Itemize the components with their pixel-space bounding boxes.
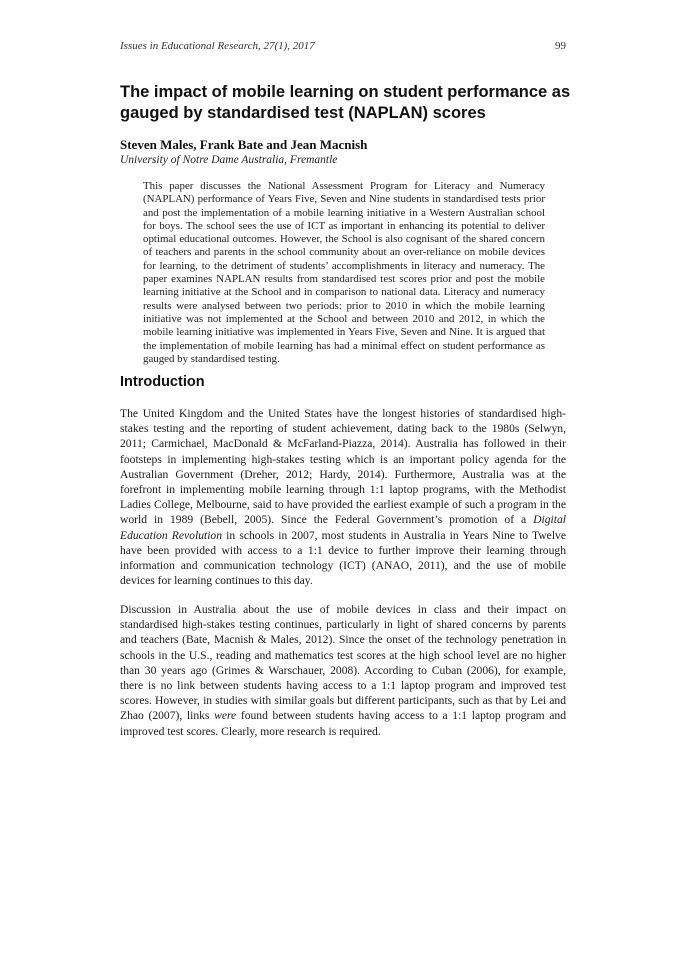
article-title: The impact of mobile learning on student performance as gauged by standardised test (NAPLAN) scores [120,83,571,122]
introduction-paragraph-2 [120,602,566,739]
paragraph-text: The United Kingdom and the United States have the longest histories of standardised high-stakes testing and the reporting of student achievement, dating back to the 1980s (Selwyn, 2011; Carmichael, MacDonald & McFarland-Piazza, 2014). Australia has followed in their footsteps in implementing high-stakes testing which is an important policy agenda for the Australian Government (Dreher, 2012; Hardy, 2014). Furthermore, Australia was at the forefront in implementing mobile learning through 1:1 laptop programs, with the Methodist Ladies College, Melbourne, said to have provided the earliest example of such a program in the world in 1989 (Bebell, 2005). Since the Federal Government’s promotion of a [120,407,566,527]
paragraph-text: in schools in 2007, most students in Australia in Years Nine to Twelve have been provided with access to a 1:1 device to further improve their learning through information and communication technology (ICT) (ANAO, 2011), and the use of mobile devices for learning continues to this day. [120,528,566,588]
emphasized-term: Digital Education Revolution [120,513,566,542]
page-number: 99 [555,40,566,52]
introduction-paragraph-1 [120,406,566,588]
author-affiliation: University of Notre Dame Australia, Fremantle [120,154,338,166]
section-heading-introduction: Introduction [120,374,205,390]
author-list: Steven Males, Frank Bate and Jean Macnish [120,137,368,152]
emphasized-term: were [214,709,237,723]
running-head [120,40,566,52]
abstract-text: This paper discusses the National Assessment Program for Literacy and Numeracy (NAPLAN) performance of Years Five, Seven and Nine students in standardised tests prior and post the implementation of a mobile learning initiative in a Western Australian school for boys. The school sees the use of ICT as important in enhancing its potential to deliver optimal educational outcomes. However, the School is also cognisant of the shared concern of teachers and parents in the school community about an over-reliance on mobile devices for learning, to the detriment of students’ accomplishments in literacy and numeracy. The paper examines NAPLAN results from standardised test scores prior and post the mobile learning initiative at the School and in comparison to national data. Literacy and numeracy results were analysed between two periods: prior to 2010 in which the mobile learning initiative was not implemented at the School and between 2010 and 2012, in which the mobile learning initiative was implemented in Years Five, Seven and Nine. It is argued that the implementation of mobile learning has had a minimal effect on student performance as gauged by standardised testing. [143,180,545,365]
paragraph-text: found between students having access to a 1:1 laptop program and improved test scores. Clearly, more research is required. [120,709,566,738]
paragraph-text: Discussion in Australia about the use of mobile devices in class and their impact on standardised high-stakes testing continues, particularly in light of shared concerns by parents and teachers (Bate, Macnish & Males, 2012). Since the onset of the technology penetration in schools in the U.S., reading and mathematics test scores at the high school level are no higher than 30 years ago (Grimes & Warschauer, 2008). According to Cuban (2006), for example, there is no link between students having access to a 1:1 laptop program and improved test scores. However, in studies with similar goals but different participants, such as that by Lei and Zhao (2007), links [120,603,566,723]
journal-citation: Issues in Educational Research, 27(1), 2017 [120,40,315,52]
